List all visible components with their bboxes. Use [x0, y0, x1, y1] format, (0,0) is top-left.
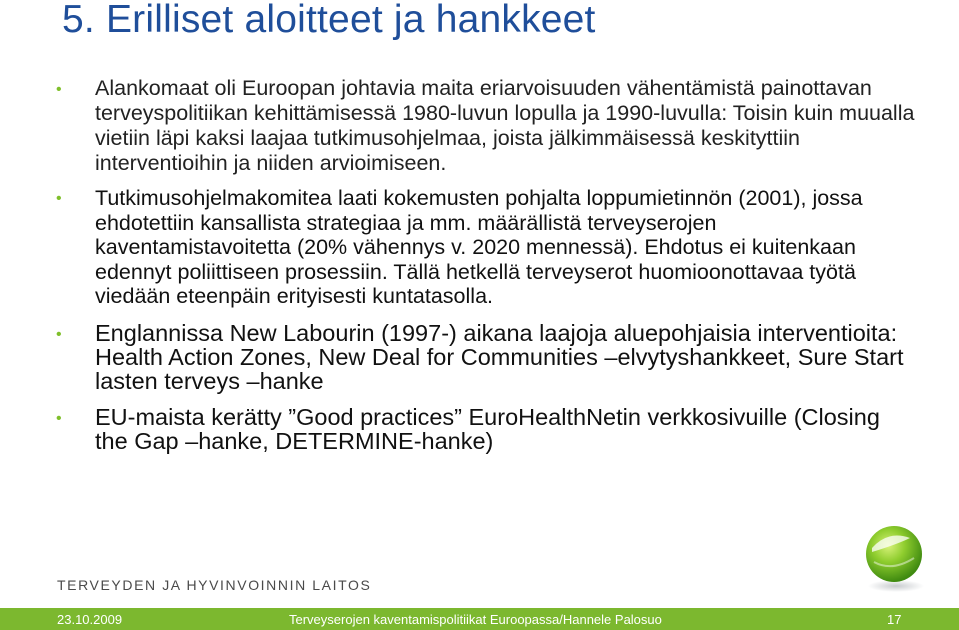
footer-presentation-title: Terveyserojen kaventamispolitiikat Euroopassa/Hannele Palosuo [289, 612, 662, 627]
bullet-list [56, 76, 916, 453]
bullet-text: Tutkimusohjelmakomitea laati kokemusten pohjalta loppumietinnön (2001), jossa ehdotettiin kansallista strategiaa ja mm. määrällistä terveyserojen kaventamistavoitetta (20% vähennys v. 2020 mennessä). Ehdotus ei kuitenkaan edennyt poliittiseen prosessiin. Tällä hetkellä terveyserot huomioonottavaa työtä viedään eteenpäin erityisesti kuntatasolla. [95, 186, 863, 308]
bullet-icon: • [56, 325, 62, 343]
footer-page-number: 17 [887, 612, 902, 627]
slide-title: 5. Erilliset aloitteet ja hankkeet [62, 0, 596, 41]
bullet-item [56, 405, 916, 453]
bullet-text: EU-maista kerätty ”Good practices” EuroHealthNetin verkkosivuille (Closing the Gap –hanke, DETERMINE-hanke) [95, 403, 880, 454]
bullet-item [56, 186, 916, 309]
footer-date: 23.10.2009 [57, 612, 123, 627]
bullet-icon: • [56, 190, 62, 207]
bullet-icon: • [56, 409, 62, 427]
bullet-item [56, 76, 916, 176]
footer-bar [0, 608, 959, 630]
bullet-text: Englannissa New Labourin (1997-) aikana laajoja aluepohjaisia interventioita: Health Action Zones, New Deal for Communities –elvytyshankkeet, Sure Start lasten terveys –hanke [95, 319, 904, 394]
bullet-icon: • [56, 81, 62, 98]
green-orb-icon [858, 522, 930, 594]
bullet-item [56, 321, 916, 393]
organization-name: TERVEYDEN JA HYVINVOINNIN LAITOS [57, 577, 372, 593]
bullet-text: Alankomaat oli Euroopan johtavia maita eriarvoisuuden vähentämistä painottavan terveyspolitiikan kehittämisessä 1980-luvun lopulla ja 1990-luvulla: Toisin kuin muualla vietiin läpi kaksi laajaa tutkimusohjelmaa, joista jälkimmäisessä keskityttiin interventioihin ja niiden arvioimiseen. [95, 76, 915, 175]
